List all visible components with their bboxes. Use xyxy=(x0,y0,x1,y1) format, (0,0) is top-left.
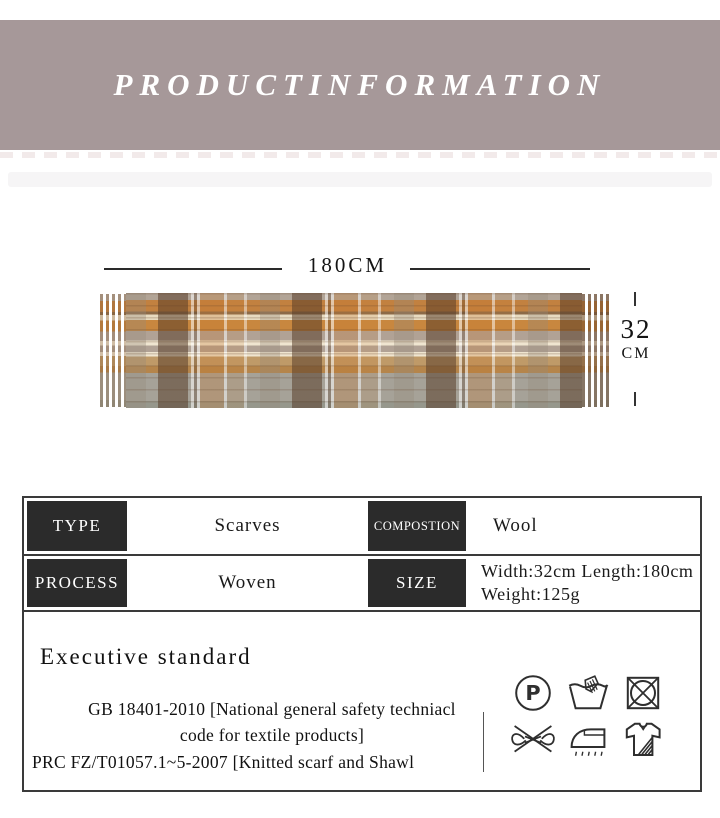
care-symbols-grid xyxy=(505,670,670,762)
length-label: 180CM xyxy=(307,253,388,277)
banner xyxy=(0,20,720,150)
gb-standard-line2: code for textile products] xyxy=(179,725,365,746)
dry-in-shade-icon xyxy=(622,719,664,759)
prc-standard-text: PRC FZ/T01057.1~5-2007 [Knitted scarf and Shawl xyxy=(32,752,415,772)
process-label-cell: PROCESS xyxy=(24,556,130,610)
gb-standard-line1: GB 18401-2010 [National general safety techniacl xyxy=(88,699,456,719)
iron-icon xyxy=(566,719,610,759)
dry-clean-p-icon xyxy=(513,673,553,713)
gb-standard-text xyxy=(52,696,492,749)
page-title: PRODUCTINFORMATION xyxy=(113,67,607,102)
hand-wash-icon xyxy=(566,673,610,713)
executive-standard-heading: Executive standard xyxy=(40,644,252,669)
width-dimension-tick-top xyxy=(634,292,636,306)
size-label-cell: SIZE xyxy=(365,556,469,610)
banner-dash-decoration xyxy=(0,152,720,158)
table-row xyxy=(24,498,700,556)
width-value-label: 32 xyxy=(620,314,652,344)
table-row xyxy=(24,556,700,610)
spec-table xyxy=(22,496,702,612)
composition-label-cell: COMPOSTION xyxy=(365,498,469,554)
do-not-tumble-dry-icon xyxy=(623,673,663,713)
scarf-plaid-body xyxy=(126,293,582,408)
separator-bar xyxy=(8,172,712,187)
scarf-product-image xyxy=(100,293,612,408)
size-value-line1: Width:32cm Length:180cm xyxy=(481,560,694,581)
size-value-line2: Weight:125g xyxy=(481,584,581,604)
scarf-fringe-right xyxy=(582,294,612,407)
type-label-cell: TYPE xyxy=(24,498,130,554)
type-value-cell: Scarves xyxy=(214,515,281,536)
process-value-cell: Woven xyxy=(218,572,277,593)
executive-standard-section xyxy=(22,612,702,792)
length-dimension-line-left xyxy=(104,268,282,270)
scarf-fringe-left xyxy=(100,294,126,407)
length-dimension-line-right xyxy=(410,268,590,270)
width-unit-label: CM xyxy=(621,345,651,362)
composition-value-cell: Wool xyxy=(493,515,538,536)
size-value-cell xyxy=(469,556,700,610)
width-dimension-tick-bottom xyxy=(634,392,636,406)
vertical-divider xyxy=(483,712,484,772)
dry-clean-letter: P xyxy=(524,681,541,706)
do-not-wring-icon xyxy=(509,722,557,756)
